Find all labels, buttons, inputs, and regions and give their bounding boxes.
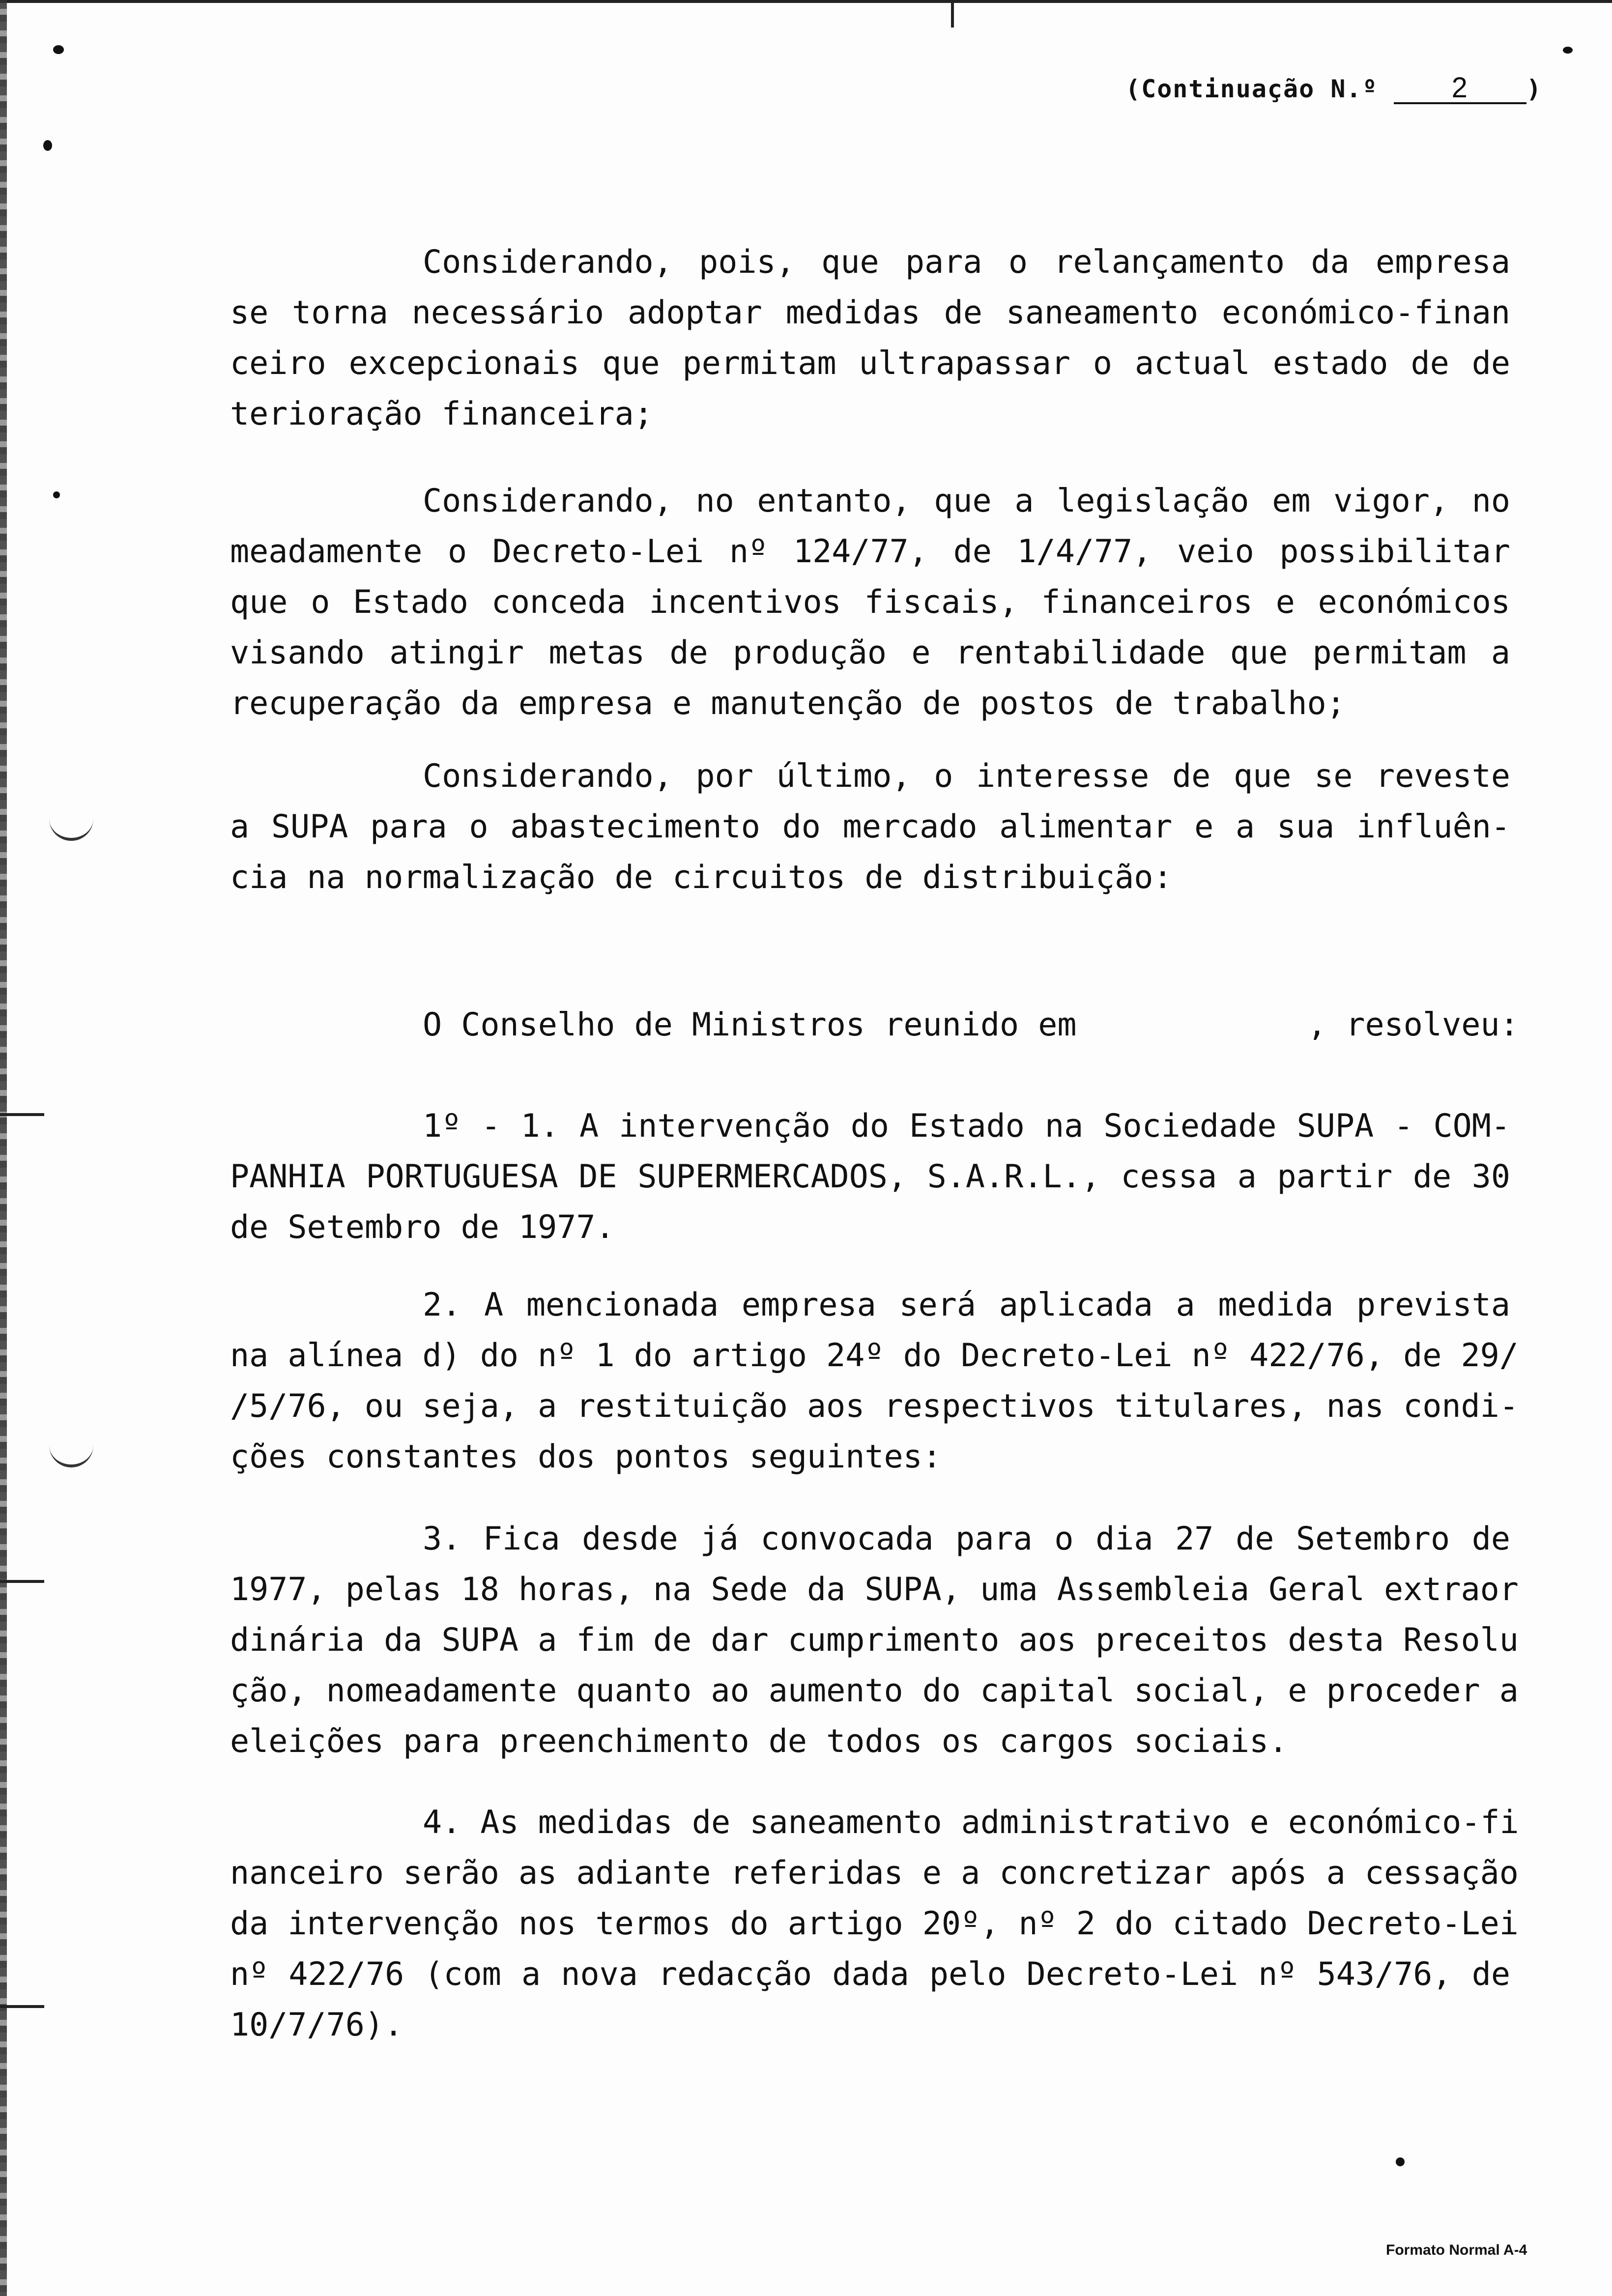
text-line: eleições para preenchimento de todos os cargos sociais. — [230, 1723, 1288, 1760]
text-line: 1º - 1. A intervenção do Estado na Sociedade SUPA - COM- — [423, 1108, 1510, 1145]
text-line: Considerando, no entanto, que a legislação em vigor, no — [423, 483, 1510, 519]
top-fold-tick — [951, 0, 954, 28]
text-line: Considerando, pois, que para o relançamento da empresa — [423, 244, 1510, 281]
text-line: terioração financeira; — [230, 396, 653, 432]
continuation-number: 2 — [1394, 74, 1526, 104]
text-line: 4. As medidas de saneamento administrativo e económico-fi — [423, 1804, 1519, 1841]
text-line: visando atingir metas de produção e rentabilidade que permitam a — [230, 634, 1510, 671]
text-line: 3. Fica desde já convocada para o dia 27 de Setembro de — [423, 1521, 1510, 1557]
scan-speck — [53, 491, 60, 498]
text-line: O Conselho de Ministros reunido em , resolveu: — [423, 1006, 1519, 1043]
scan-speck — [1396, 2157, 1405, 2166]
text-line: a SUPA para o abastecimento do mercado alimentar e a sua influên- — [230, 808, 1510, 845]
scan-speck — [53, 45, 64, 54]
left-binding-edge — [0, 0, 7, 2296]
binding-mark — [0, 2005, 44, 2008]
paragraph-1 — [230, 237, 1510, 439]
text-line: PANHIA PORTUGUESA DE SUPERMERCADOS, S.A.R.L., cessa a partir de 30 — [230, 1158, 1510, 1195]
text-line: ceiro excepcionais que permitam ultrapassar o actual estado de de — [230, 345, 1510, 382]
text-line: que o Estado conceda incentivos fiscais, financeiros e económicos — [230, 584, 1510, 621]
text-line: da intervenção nos termos do artigo 20º, nº 2 do citado Decreto-Lei — [230, 1905, 1519, 1942]
scan-speck — [43, 140, 52, 151]
text-line: de Setembro de 1977. — [230, 1209, 615, 1246]
text-line: nanceiro serão as adiante referidas e a concretizar após a cessação — [230, 1855, 1519, 1892]
point-1 — [230, 1101, 1510, 1253]
text-line: 10/7/76). — [230, 2007, 403, 2043]
resolution-intro — [230, 1000, 1519, 1050]
text-line: dinária da SUPA a fim de dar cumprimento aos preceitos desta Resolu — [230, 1622, 1519, 1659]
text-line: 1977, pelas 18 horas, na Sede da SUPA, uma Assembleia Geral extraor — [230, 1571, 1519, 1608]
text-line: ções constantes dos pontos seguintes: — [230, 1438, 942, 1475]
text-line: meadamente o Decreto-Lei nº 124/77, de 1/4/77, veio possibilitar — [230, 533, 1510, 570]
scan-speck — [1563, 47, 1573, 54]
punch-hole-mark — [49, 1442, 93, 1467]
text-line: recuperação da empresa e manutenção de postos de trabalho; — [230, 685, 1346, 722]
point-4 — [230, 1797, 1519, 2050]
text-line: se torna necessário adoptar medidas de saneamento económico-finan — [230, 294, 1510, 331]
form-format-label: Formato Normal A-4 — [1386, 2242, 1527, 2258]
continuation-label: (Continuação N.º — [1125, 75, 1378, 103]
text-line: ção, nomeadamente quanto ao aumento do capital social, e proceder a — [230, 1672, 1519, 1709]
punch-hole-mark — [49, 816, 93, 841]
text-line: cia na normalização de circuitos de distribuição: — [230, 859, 1173, 896]
top-page-edge — [0, 0, 1612, 3]
paragraph-3 — [230, 751, 1510, 903]
text-line: 2. A mencionada empresa será aplicada a medida prevista — [423, 1287, 1510, 1323]
binding-mark — [0, 1580, 44, 1583]
paragraph-2 — [230, 476, 1510, 729]
text-line: /5/76, ou seja, a restituição aos respectivos titulares, nas condi- — [230, 1388, 1519, 1425]
point-3 — [230, 1514, 1519, 1767]
text-line: Considerando, por último, o interesse de que se reveste — [423, 758, 1510, 795]
text-line: na alínea d) do nº 1 do artigo 24º do Decreto-Lei nº 422/76, de 29/ — [230, 1337, 1519, 1374]
binding-mark — [0, 1113, 44, 1116]
text-line: nº 422/76 (com a nova redacção dada pelo Decreto-Lei nº 543/76, de — [230, 1956, 1510, 1993]
continuation-close: ) — [1526, 75, 1542, 103]
point-2 — [230, 1280, 1519, 1482]
continuation-header — [1125, 74, 1542, 104]
